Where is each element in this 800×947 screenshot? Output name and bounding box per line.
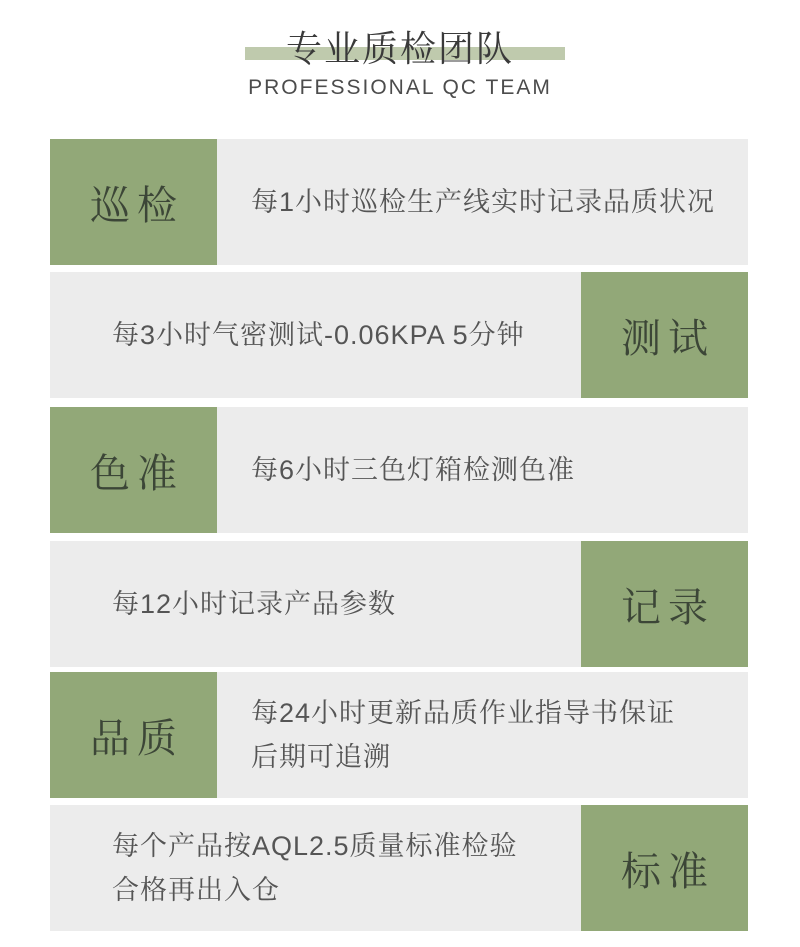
qc-description-line: 每24小时更新品质作业指导书保证 [251, 698, 676, 728]
qc-label-box [50, 407, 217, 533]
qc-label: 标准 [621, 849, 715, 894]
qc-description-box [217, 672, 748, 798]
qc-description-box [50, 805, 581, 931]
qc-description-line: 每12小时记录产品参数 [112, 589, 397, 619]
qc-description-line: 后期可追溯 [251, 742, 391, 772]
qc-description-box [217, 139, 748, 265]
qc-row-color-accuracy [50, 407, 748, 533]
qc-label-box [50, 139, 217, 265]
qc-description-box [50, 541, 581, 667]
qc-description-box [217, 407, 748, 533]
qc-description-line: 每6小时三色灯箱检测色准 [251, 455, 576, 485]
qc-label: 色准 [90, 451, 184, 496]
page-header [0, 0, 800, 120]
qc-description-line: 每个产品按AQL2.5质量标准检验 [112, 831, 518, 861]
qc-description-line: 每1小时巡检生产线实时记录品质状况 [251, 187, 716, 217]
qc-label: 巡检 [90, 183, 184, 228]
qc-row-inspection [50, 139, 748, 265]
qc-row-quality [50, 672, 748, 798]
page-title: 专业质检团队 [285, 28, 514, 69]
qc-row-testing [50, 272, 748, 398]
qc-label-box [581, 541, 748, 667]
qc-label: 记录 [621, 585, 715, 630]
qc-label-box [581, 805, 748, 931]
qc-label: 品质 [90, 716, 184, 761]
qc-description-box [50, 272, 581, 398]
qc-label: 测试 [621, 316, 715, 361]
qc-label-box [50, 672, 217, 798]
qc-description-line: 每3小时气密测试-0.06KPA 5分钟 [112, 320, 525, 350]
page-subtitle: PROFESSIONAL QC TEAM [248, 76, 552, 99]
qc-row-standard [50, 805, 748, 931]
qc-row-recording [50, 541, 748, 667]
qc-description-line: 合格再出入仓 [112, 875, 280, 905]
qc-label-box [581, 272, 748, 398]
